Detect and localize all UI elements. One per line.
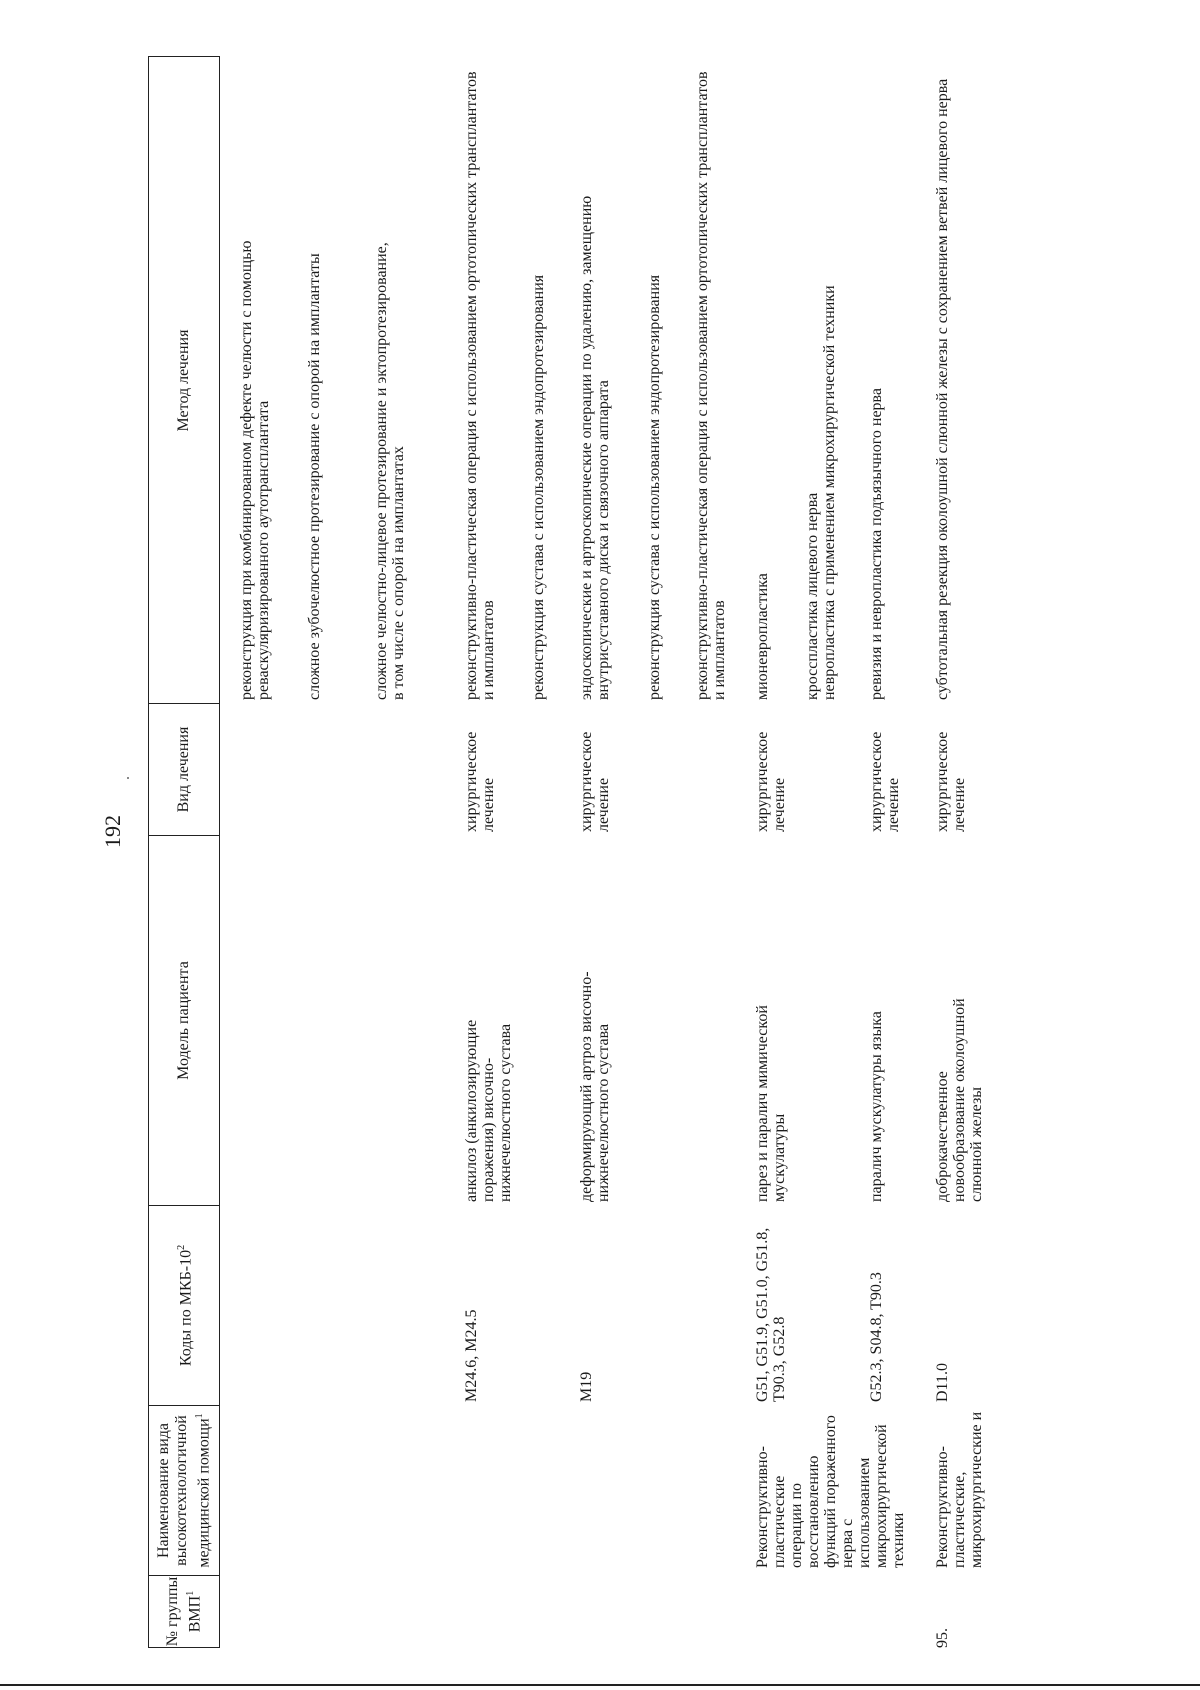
header-model (149, 835, 219, 1205)
header-no (149, 1575, 219, 1647)
header-type-text: Вид лечения (175, 726, 192, 813)
patient-model: анкилоз (анкилозирующие поражения) височно-нижнечелюстного сустава (463, 1019, 514, 1202)
patient-model: парез и паралич мимической мускулатуры (754, 1005, 788, 1202)
icd-codes: D11.0 (934, 1363, 951, 1402)
method-text: реконструкция при комбинированном дефекте челюсти с помощью реваскуляризированного аутотрансплантата (238, 240, 272, 700)
patient-model: деформирующий артроз височно-нижнечелюстного сустава (578, 971, 612, 1202)
service-name: Реконструктивно-пластические операции по восстановлению функций пораженного нерва с использованием микрохирургической техники (754, 1415, 907, 1568)
page-number: 192 (100, 815, 125, 848)
header-method-text: Метод лечения (175, 329, 192, 432)
treatment-type: хирургическое лечение (934, 731, 968, 832)
icd-codes: G51, G51.9, G51.0, G51.8, T90.3, G52.8 (754, 1227, 788, 1402)
header-method (149, 58, 219, 703)
icd-codes: G52.3, S04.8, T90.3 (868, 1272, 885, 1402)
icd-codes: M24.6, M24.5 (463, 1309, 480, 1402)
method-text: сложное зубочелюстное протезирование с опорой на имплантаты (306, 253, 323, 700)
header-name-text: Наименование вида высокотехнологичной медицинской помощи (154, 1415, 213, 1568)
header-name-sup: 1 (193, 1413, 205, 1419)
header-codes-text: Коды по МКБ-10 (177, 1249, 195, 1367)
icd-codes: M19 (578, 1371, 595, 1402)
method-text: мионевропластика (754, 573, 771, 700)
method-text: эндоскопические и артроскопические операции по удалению, замещению внутрисуставного диска и связочного аппарата (578, 195, 612, 700)
method-text: субтотальная резекция околоушной слюнной железы с сохранением ветвей лицевого нерва (934, 78, 951, 700)
header-no-sup: 1 (184, 1590, 196, 1596)
treatment-type: хирургическое лечение (578, 731, 612, 832)
treatment-type: хирургическое лечение (868, 731, 902, 832)
header-model-text: Модель пациента (175, 961, 192, 1080)
header-type (149, 703, 219, 835)
treatment-type: хирургическое лечение (463, 731, 497, 832)
group-number: 95. (934, 1628, 951, 1648)
method-text: кросспластика лицевого нерва невропластика с применением микрохирургической техники (804, 285, 838, 700)
service-name: Реконструктивно-пластические, микрохирургические и (934, 1411, 985, 1568)
rotated-table (148, 56, 1148, 1648)
method-text: реконструктивно-пластическая операция с использованием ортотопических трансплантатов и имплантатов (694, 71, 728, 700)
header-no-text: № группы ВМП (163, 1576, 204, 1647)
table-header (148, 56, 220, 1648)
header-name (149, 1405, 219, 1575)
method-text: ревизия и невропластика подъязычного нерва (868, 387, 885, 700)
header-codes (149, 1205, 219, 1405)
method-text: реконструктивно-пластическая операция с использованием ортотопических трансплантатов и имплантатов (463, 71, 497, 700)
treatment-type: хирургическое лечение (754, 731, 788, 832)
patient-model: доброкачественное новообразование околоушной слюнной железы (934, 998, 985, 1202)
scan-speck (127, 777, 129, 779)
method-text: реконструкция сустава с использованием эндопротезирования (646, 274, 663, 700)
header-codes-sup: 2 (175, 1244, 187, 1250)
bottom-rule (0, 1684, 1200, 1686)
patient-model: паралич мускулатуры языка (868, 1011, 885, 1202)
method-text: реконструкция сустава с использованием эндопротезирования (530, 274, 547, 700)
method-text: сложное челюстно-лицевое протезирование и эктопротезирование, в том числе с опорой на имплантатах (373, 242, 407, 700)
